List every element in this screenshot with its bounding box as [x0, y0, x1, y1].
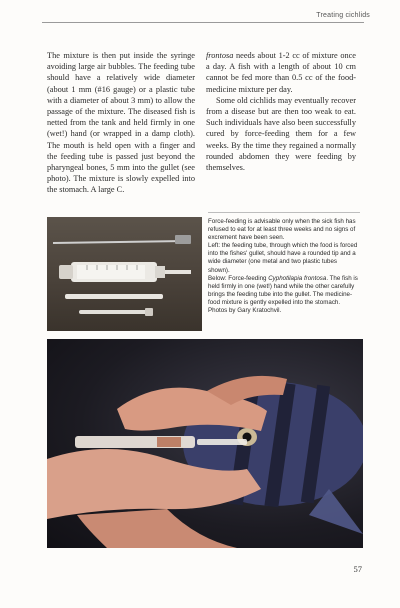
caption-rule [208, 212, 360, 213]
figure-caption [208, 218, 358, 315]
photo-force-feeding-illustration [47, 339, 363, 548]
running-head: Treating cichlids [316, 12, 370, 19]
species-name: frontosa [206, 51, 234, 60]
page-number: 57 [353, 564, 362, 574]
caption-text: Below: Force-feeding [208, 274, 269, 282]
caption-paragraph: Left: the feeding tube, through which the food is forced into the fishes' gullet, should have a rounded tip and a wide diameter (one metal and two plastic tubes shown). [208, 242, 358, 274]
body-text: needs about 1-2 cc of mixture once a day. A fish with a length of about 10 cm cannot be fed more than 0.5 cc of the food-medicine mixture per day. [206, 51, 356, 94]
caption-paragraph [208, 275, 358, 315]
caption-paragraph: Force-feeding is advisable only when the sick fish has refused to eat for at least three weeks and no signs of excrement have been seen. [208, 218, 356, 242]
text-column-left [47, 50, 195, 196]
photo-syringe-illustration [47, 217, 202, 331]
photo-syringe-and-tubes [47, 217, 202, 331]
photo-force-feeding-fish [47, 339, 363, 548]
header-rule [42, 22, 364, 23]
body-paragraph: The mixture is then put inside the syringe avoiding large air bubbles. The feeding tube should have a relatively wide diameter (about 1 mm (#16 gauge) or a plastic tube with a diameter of about 3 mm) to allow the passage of the mixture. The diseased fish is netted from the tank and held firmly in one (wet!) hand (or wrapped in a damp cloth). The mouth is held open with a finger and the feeding tube is passed just beyond the pharyngeal bones, 5 mm into the gullet (see photo). The mixture is slowly expelled into the stomach. A large C. [47, 51, 195, 195]
body-paragraph [206, 50, 356, 95]
body-paragraph: Some old cichlids may eventually recover from a disease but are then too weak to eat. Such individuals have also been successfully cured by force-feeding them for a few weeks. By the time they regained a normally rounded abdomen they were feeding by themselves. [206, 95, 356, 173]
text-column-right [206, 50, 356, 173]
caption-text: . The fish is held firmly in one (wet!) hand while the other carefully brings the feeding tube into the gullet. The medicine-food mixture is gently expelled into the stomach. Photos by Gary Kratochvil. [208, 274, 358, 315]
species-name: Cyphotilapia frontosa [268, 274, 327, 282]
